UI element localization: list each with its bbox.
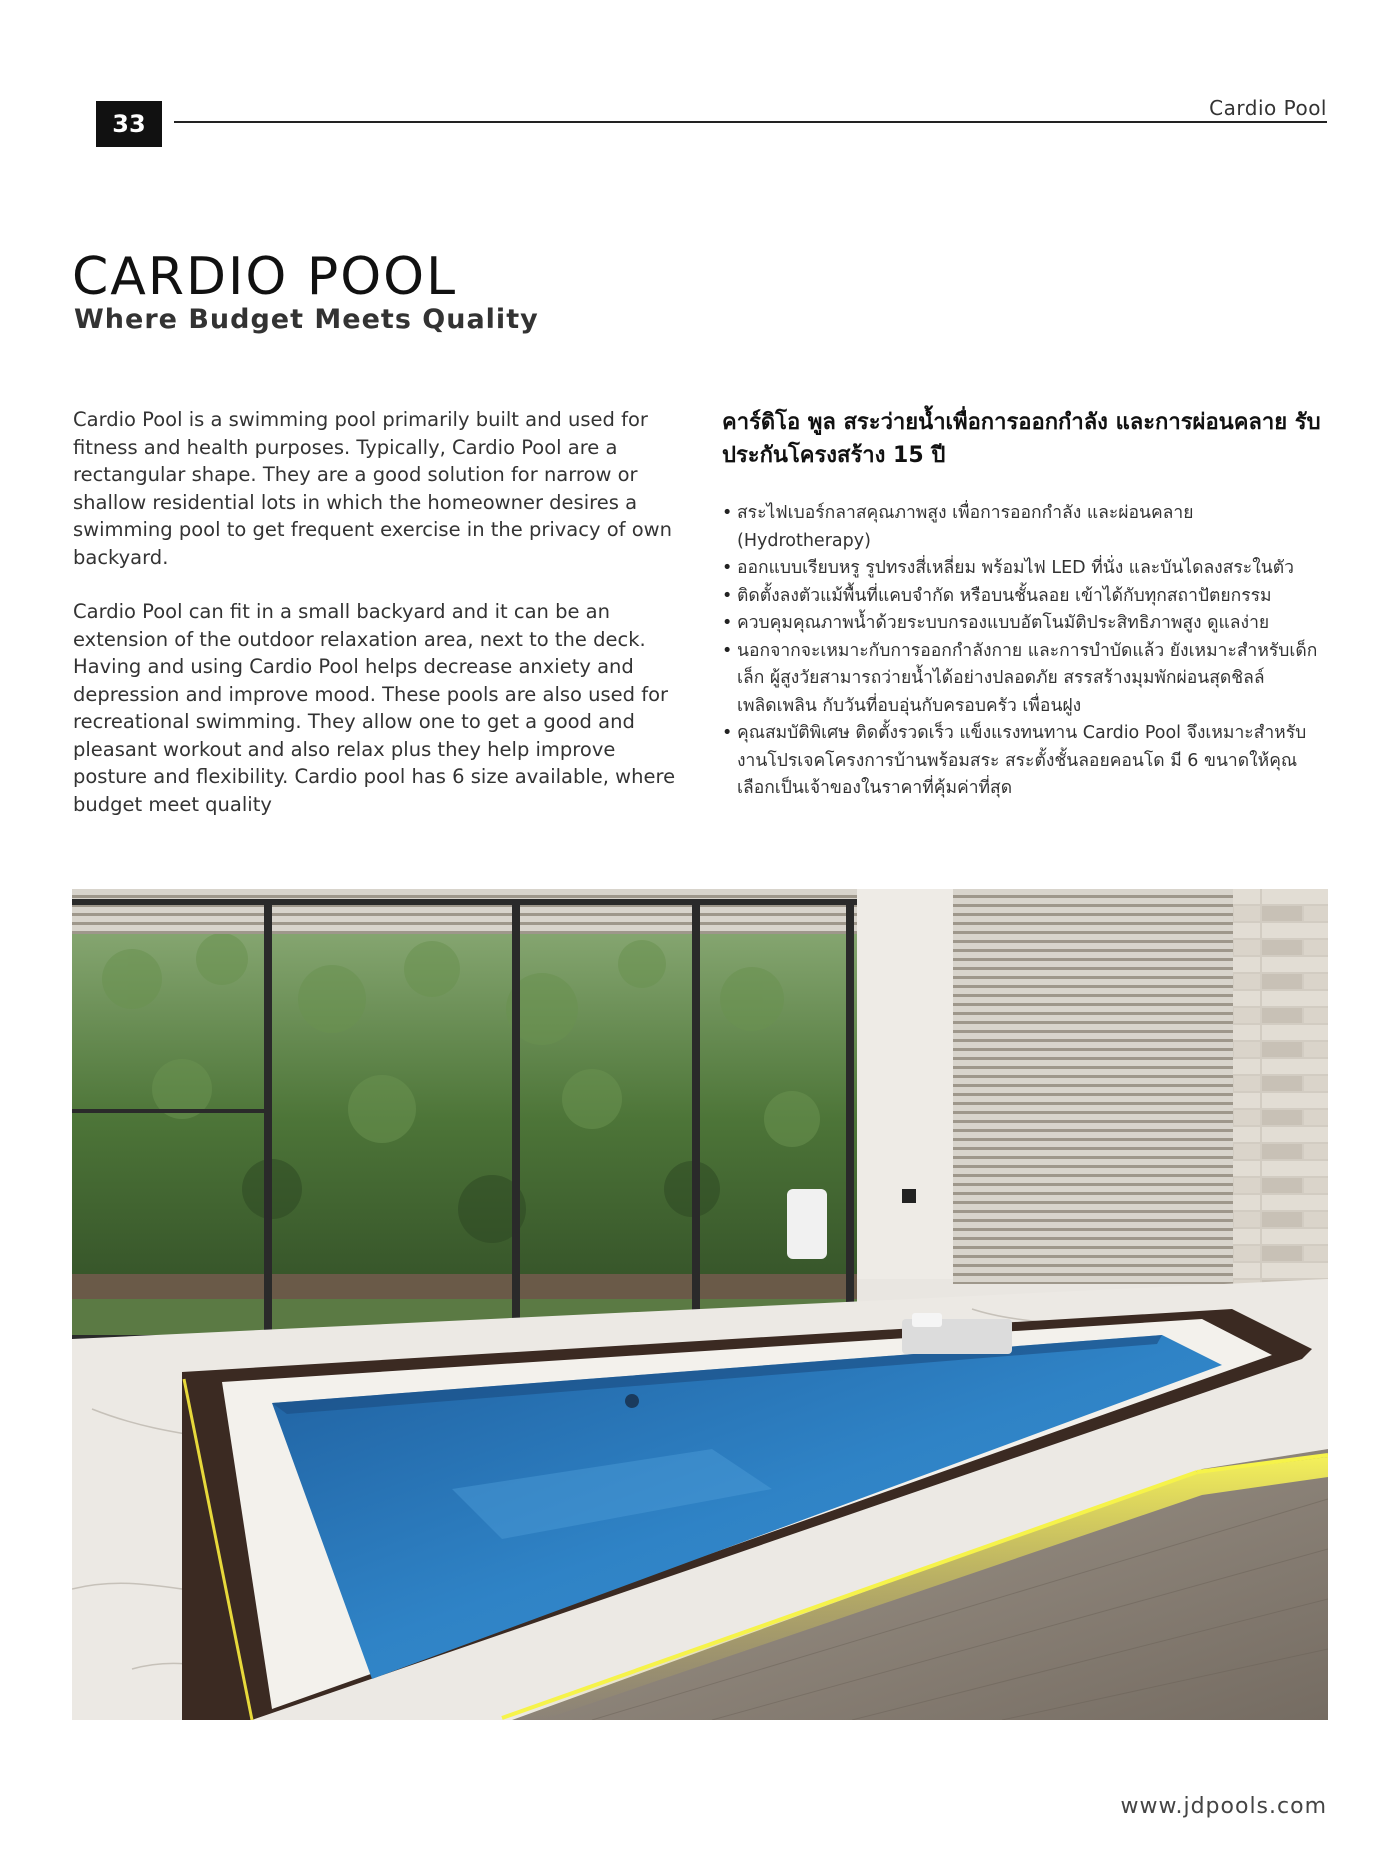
list-item: • ควบคุมคุณภาพน้ำด้วยระบบกรองแบบอัตโนมัติประสิทธิภาพสูง ดูแลง่าย — [722, 610, 1332, 638]
pool-photo — [72, 889, 1328, 1720]
thai-description — [722, 406, 1332, 803]
list-item: • ออกแบบเรียบหรู รูปทรงสี่เหลี่ยม พร้อมไฟ LED ที่นั่ง และบันไดลงสระในตัว — [722, 555, 1332, 583]
header-rule — [174, 121, 1327, 123]
thai-heading: คาร์ดิโอ พูล สระว่ายน้ำเพื่อการออกกำลัง และการผ่อนคลาย รับประกันโครงสร้าง 15 ปี — [722, 410, 1321, 468]
thai-feature-list — [722, 500, 1332, 803]
list-item: • นอกจากจะเหมาะกับการออกกำลังกาย และการบำบัดแล้ว ยังเหมาะสำหรับเด็กเล็ก ผู้สูงวัยสามารถว่ายน้ำได้อย่างปลอดภัย สรรสร้างมุมพักผ่อนสุดชิลล์ เพลิดเพลิน กับวันที่อบอุ่นกับครอบครัว เพื่อนฝูง — [722, 638, 1332, 721]
indoor-pool-illustration — [72, 889, 1328, 1720]
list-item: • คุณสมบัติพิเศษ ติดตั้งรวดเร็ว แข็งแรงทนทาน Cardio Pool จึงเหมาะสำหรับงานโปรเจคโครงการบ้านพร้อมสระ สระตั้งชั้นลอยคอนโด มี 6 ขนาดให้คุณเลือกเป็นเจ้าของในราคาที่คุ้มค่าที่สุด — [722, 720, 1332, 803]
list-item: • สระไฟเบอร์กลาสคุณภาพสูง เพื่อการออกกำลัง และผ่อนคลาย (Hydrotherapy) — [722, 500, 1332, 555]
website-url: www.jdpools.com — [1120, 1794, 1327, 1819]
page-number: 33 — [96, 101, 162, 147]
english-paragraph: Cardio Pool is a swimming pool primarily built and used for fitness and health purposes. Typically, Cardio Pool are a rectangular shape. They are a good solution for narrow or shallow residential lots in which the homeowner desires a swimming pool to get frequent exercise in the privacy of own backyard. — [73, 408, 672, 569]
page-subtitle: Where Budget Meets Quality — [74, 304, 539, 335]
page-title: CARDIO POOL — [72, 247, 458, 307]
english-paragraph: Cardio Pool can fit in a small backyard and it can be an extension of the outdoor relaxation area, next to the deck. Having and using Cardio Pool helps decrease anxiety and depression and improve mood. These pools are also used for recreational swimming. They allow one to get a good and pleasant workout and also relax plus they help improve posture and flexibility. Cardio pool has 6 size available, where budget meet quality — [73, 600, 676, 816]
section-title: Cardio Pool — [1209, 96, 1327, 120]
english-description — [73, 406, 683, 845]
list-item: • ติดตั้งลงตัวแม้พื้นที่แคบจำกัด หรือบนชั้นลอย เข้าได้กับทุกสถาปัตยกรรม — [722, 583, 1332, 611]
